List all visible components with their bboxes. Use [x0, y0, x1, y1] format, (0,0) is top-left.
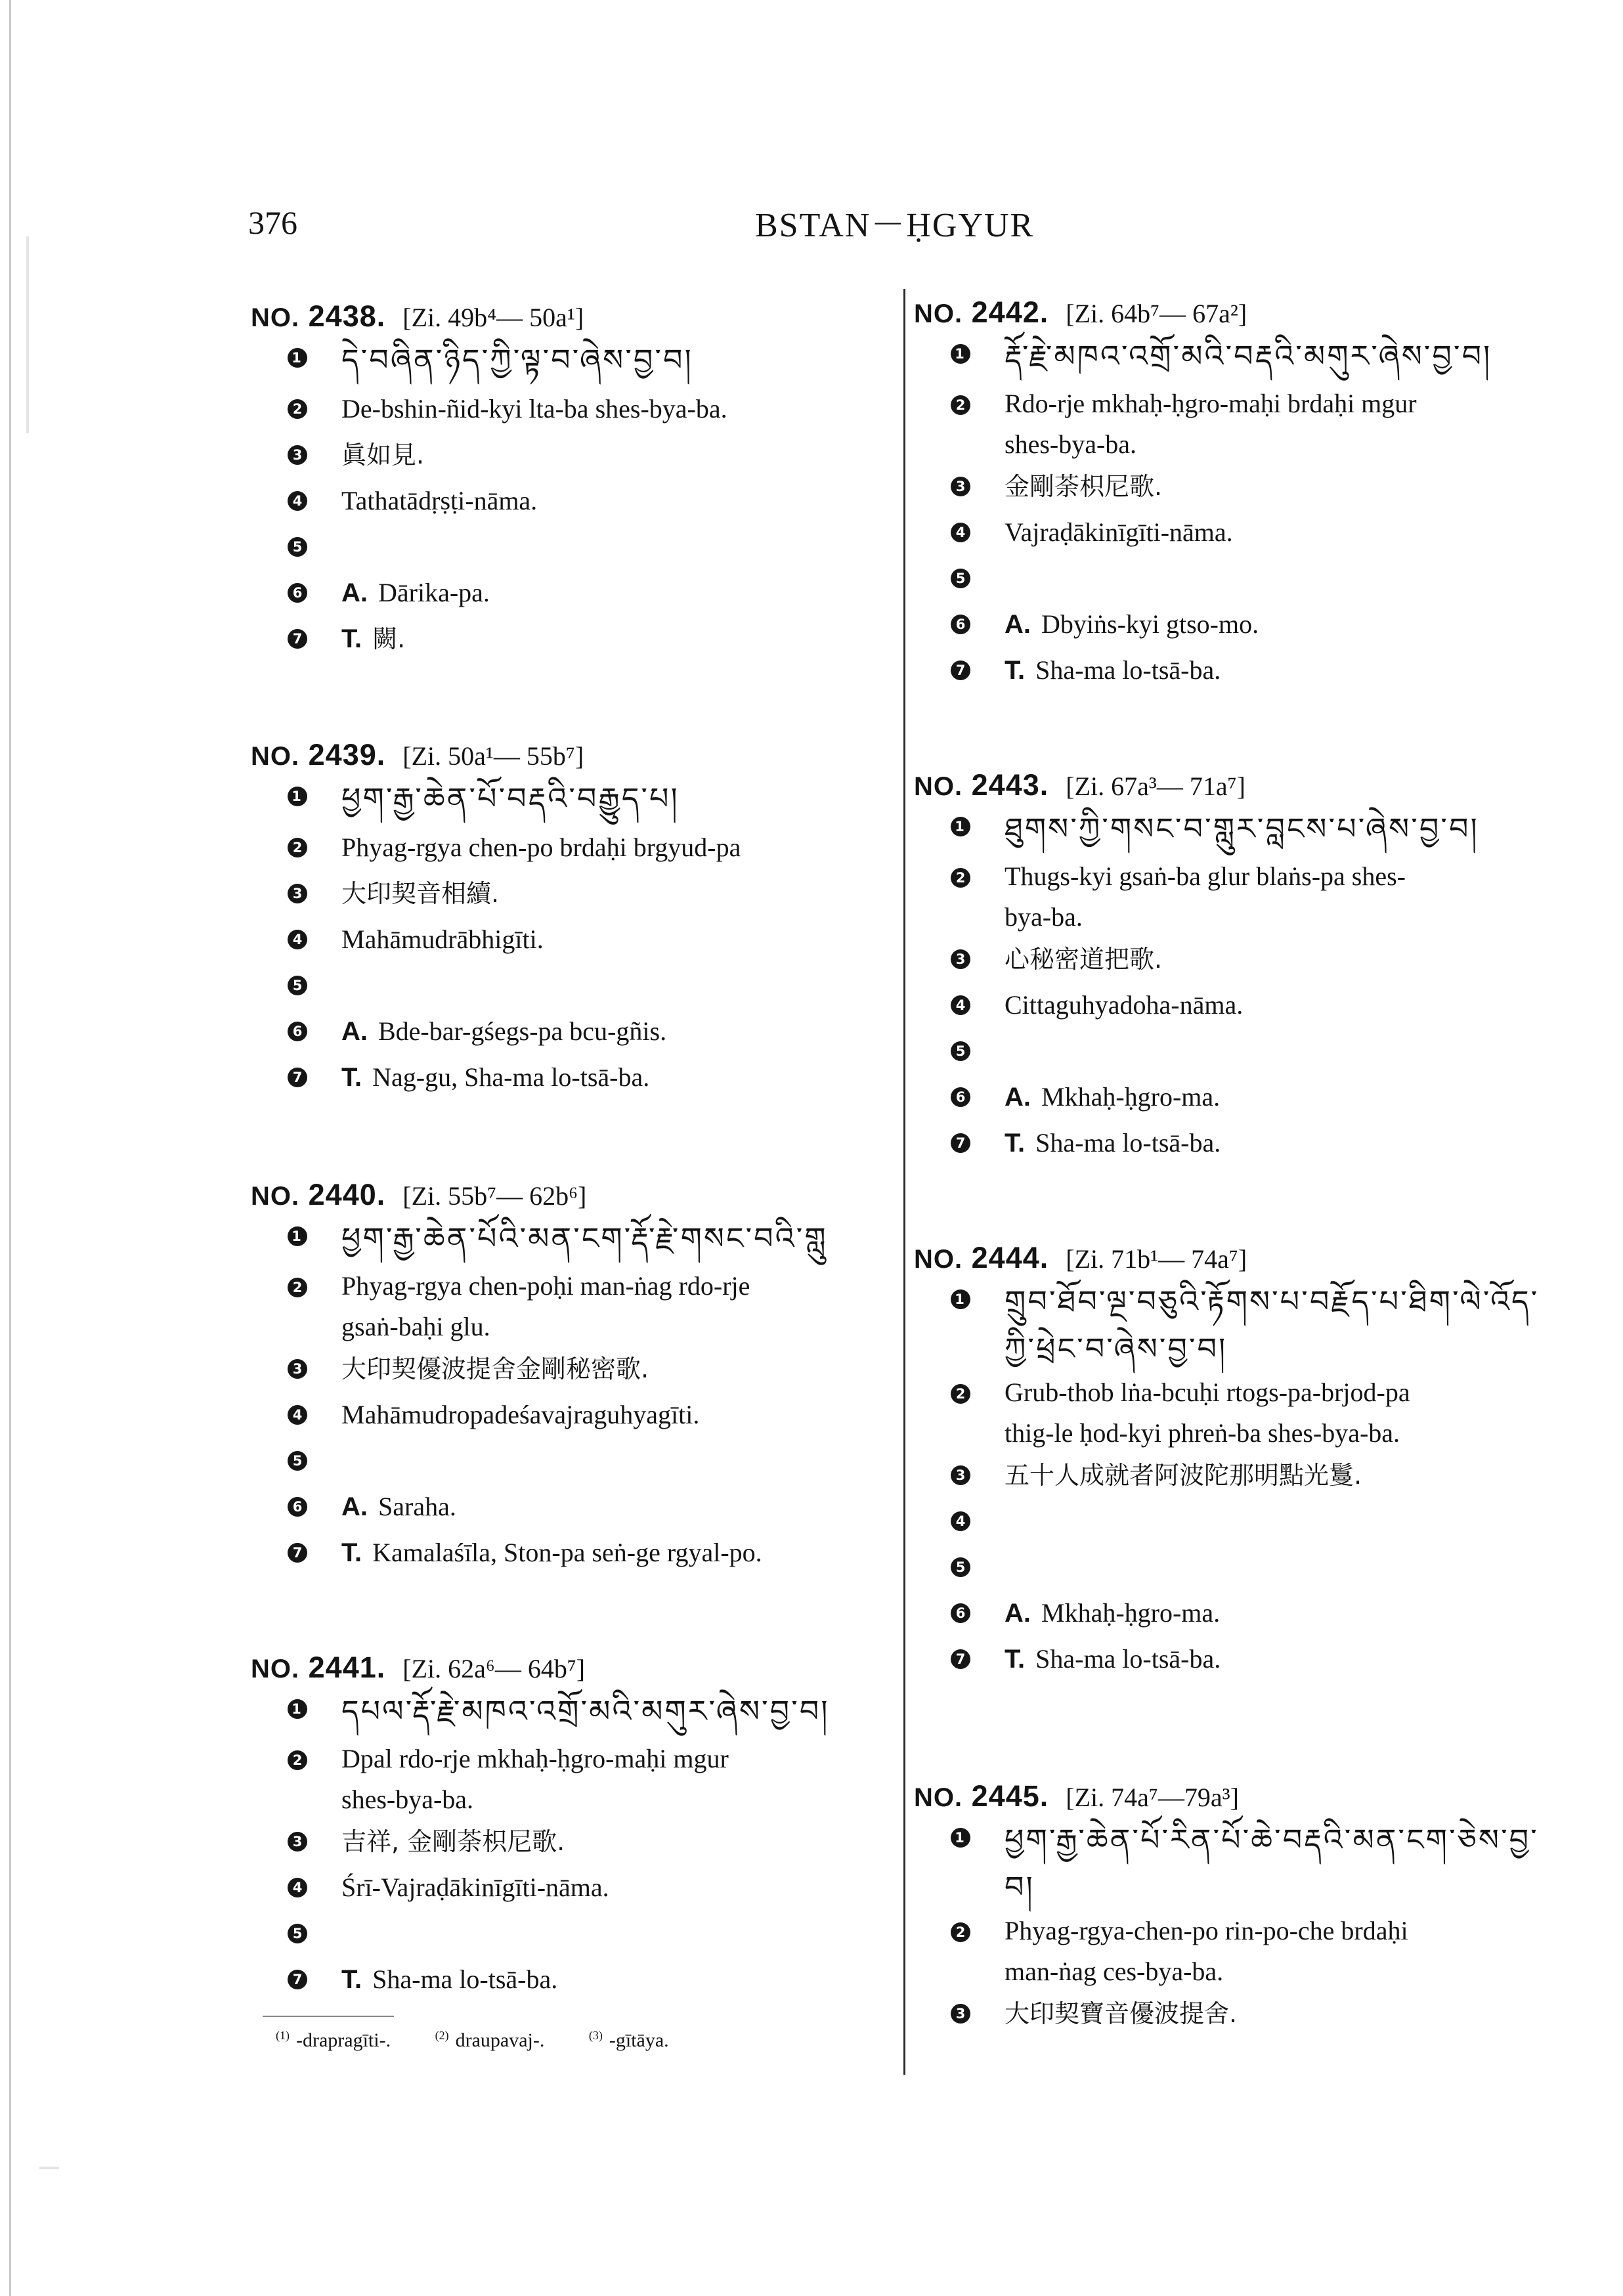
entry-number: NO. 2440. [251, 1178, 386, 1211]
translator-line: 7 T. Sha-ma lo-tsā-ba. [251, 1958, 894, 2004]
sanskrit-title: 4 Cittaguhyadoha-nāma. [914, 984, 1570, 1029]
author-line: 6 A. Mkhaḥ-ḥgro-ma. [914, 1592, 1570, 1637]
running-header [0, 197, 1623, 249]
transliterated-title: 2 Phyag-rgya chen-po brdaḥi brgyud-pa [251, 826, 894, 872]
footnote-rule [263, 2016, 394, 2017]
sanskrit-title: 4 Mahāmudropadeśavajraguhyagīti. [251, 1393, 894, 1439]
tibetan-title: 1 ཕྱག་རྒྱ་ཆེན་པོའི་མན་ངག་རྡོ་རྗེ་གསང་བའི་གླུ [251, 1215, 894, 1266]
catalog-entry [914, 766, 1570, 1167]
footnote: $^{(1)}$ -drapragīti-. [276, 2029, 391, 2051]
sanskrit-title: 4 Vajraḍākinīgīti-nāma. [914, 511, 1570, 557]
folio-range: [Zi. 71b¹— 74a⁷] [1066, 1244, 1247, 1274]
footnotes [276, 2029, 708, 2052]
transliterated-title: 2 Thugs-kyi gsaṅ-ba glur blaṅs-pa shes- bya-ba. [914, 856, 1570, 938]
author-line: 6 A. Dbyiṅs-kyi gtso-mo. [914, 603, 1570, 649]
chinese-title: 3 心秘密道把歌. [914, 938, 1570, 984]
tibetan-title: 1 དཔལ་རྡོ་རྗེ་མཁའ་འགྲོ་མའི་མགུར་ཞེས་བྱ་བ། [251, 1687, 894, 1739]
page-number: 376 [248, 204, 297, 241]
empty-field: 5 [914, 1029, 1570, 1075]
translator-line: 7 T. Kamalaśīla, Ston-pa seṅ-ge rgyal-po. [251, 1531, 894, 1577]
translator-line: 7 T. 闕. [251, 617, 894, 663]
scan-noise [39, 2167, 59, 2169]
tibetan-title: 1 གྲུབ་ཐོབ་ལྔ་བཅུའི་རྟོགས་པ་བརྗོད་པ་ཐིག་ལེ་འོད་ ཀྱི་ཕྲེང་བ་ཞེས་བྱ་བ། [914, 1278, 1570, 1372]
tibetan-title: 1 ཕྱག་རྒྱ་ཆེན་པོ་རིན་པོ་ཆེ་བརྡའི་མན་ངག་ཅེས་བྱ་ བ། [914, 1816, 1570, 1911]
page-edge-shadow [9, 0, 11, 2296]
footnote: $^{(2)}$ draupavaj-. [435, 2029, 545, 2051]
transliterated-title: 2 Phyag-rgya-chen-po rin-po-che brdaḥi man-ṅag ces-bya-ba. [914, 1911, 1570, 1992]
catalog-entry [914, 1238, 1570, 1683]
translator-line: 7 T. Nag-gu, Sha-ma lo-tsā-ba. [251, 1056, 894, 1102]
chinese-title: 3 大印契寶音優波提舍. [914, 1992, 1570, 2038]
empty-field: 5 [914, 1546, 1570, 1592]
tibetan-title: 1 ཕྱག་རྒྱ་ཆེན་པོ་བརྡའི་བརྒྱུད་པ། [251, 775, 894, 826]
empty-field: 4 [914, 1500, 1570, 1546]
entry-number: NO. 2443. [914, 768, 1049, 802]
column-divider [903, 289, 905, 2075]
transliterated-title: 2 Dpal rdo-rje mkhaḥ-ḥgro-maḥi mgur shes-bya-ba. [251, 1739, 894, 1820]
chinese-title: 3 眞如見. [251, 433, 894, 479]
footnote: $^{(3)}$ -gītāya. [588, 2029, 669, 2051]
folio-range: [Zi. 67a³— 71a⁷] [1066, 771, 1245, 801]
folio-range: [Zi. 64b⁷— 67a²] [1066, 299, 1247, 328]
scan-noise [26, 236, 29, 433]
sanskrit-title: 4 Śrī-Vajraḍākinīgīti-nāma. [251, 1866, 894, 1912]
translator-line: 7 T. Sha-ma lo-tsā-ba. [914, 1637, 1570, 1683]
catalog-entry [251, 735, 894, 1102]
folio-range: [Zi. 55b⁷— 62b⁶] [402, 1181, 587, 1211]
sanskrit-title: 4 Tathatādṛṣṭi-nāma. [251, 479, 894, 525]
chinese-title: 3 吉祥, 金剛荼枳尼歌. [251, 1820, 894, 1866]
folio-range: [Zi. 50a¹— 55b⁷] [402, 741, 584, 771]
catalog-entry [914, 293, 1570, 695]
catalog-entry [251, 1648, 894, 2004]
translator-line: 7 T. Sha-ma lo-tsā-ba. [914, 649, 1570, 695]
entry-number: NO. 2445. [914, 1779, 1049, 1813]
author-line: 6 A. Dārika-pa. [251, 571, 894, 617]
entry-number: NO. 2438. [251, 299, 386, 333]
author-line: 6 A. Saraha. [251, 1485, 894, 1531]
catalog-entry [251, 297, 894, 663]
folio-range: [Zi. 62a⁶— 64b⁷] [402, 1654, 586, 1683]
transliterated-title: 2 Grub-thob lṅa-bcuḥi rtogs-pa-brjod-pa thig-le ḥod-kyi phreṅ-ba shes-bya-ba. [914, 1372, 1570, 1454]
transliterated-title: 2 Rdo-rje mkhaḥ-ḥgro-maḥi brdaḥi mgur shes-bya-ba. [914, 383, 1570, 465]
transliterated-title: 2 Phyag-rgya chen-poḥi man-ṅag rdo-rje gsaṅ-baḥi glu. [251, 1266, 894, 1347]
tibetan-title: 1 ཐུགས་ཀྱི་གསང་བ་གླུར་བླངས་པ་ཞེས་བྱ་བ། [914, 805, 1570, 856]
chinese-title: 3 大印契音相續. [251, 872, 894, 918]
author-line: 6 A. Mkhaḥ-ḥgro-ma. [914, 1075, 1570, 1121]
empty-field: 5 [914, 557, 1570, 603]
translator-line: 7 T. Sha-ma lo-tsā-ba. [914, 1121, 1570, 1167]
empty-field: 5 [251, 1439, 894, 1485]
catalog-entry [251, 1175, 894, 1577]
transliterated-title: 2 De-bshin-ñid-kyi lta-ba shes-bya-ba. [251, 387, 894, 433]
chinese-title: 3 五十人成就者阿波陀那明點光鬘. [914, 1454, 1570, 1500]
entry-number: NO. 2444. [914, 1241, 1049, 1274]
folio-range: [Zi. 49b⁴— 50a¹] [402, 303, 584, 332]
running-title: BSTAN－ḤGYUR [755, 207, 1035, 244]
catalog-entry [914, 1777, 1570, 2038]
author-line: 6 A. Bde-bar-gśegs-pa bcu-gñis. [251, 1010, 894, 1056]
sanskrit-title: 4 Mahāmudrābhigīti. [251, 918, 894, 964]
entry-number: NO. 2441. [251, 1651, 386, 1684]
tibetan-title: 1 དེ་བཞིན་ཉིད་ཀྱི་ལྟ་བ་ཞེས་བྱ་བ། [251, 336, 894, 387]
empty-field: 5 [251, 964, 894, 1010]
chinese-title: 3 金剛荼枳尼歌. [914, 465, 1570, 511]
tibetan-title: 1 རྡོ་རྗེ་མཁའ་འགྲོ་མའི་བརྡའི་མགུར་ཞེས་བྱ་བ། [914, 332, 1570, 383]
empty-field: 5 [251, 525, 894, 571]
entry-number: NO. 2439. [251, 738, 386, 771]
folio-range: [Zi. 74a⁷—79a³] [1066, 1783, 1239, 1812]
empty-field: 5 [251, 1912, 894, 1958]
chinese-title: 3 大印契優波提舍金剛秘密歌. [251, 1347, 894, 1393]
entry-number: NO. 2442. [914, 295, 1049, 329]
